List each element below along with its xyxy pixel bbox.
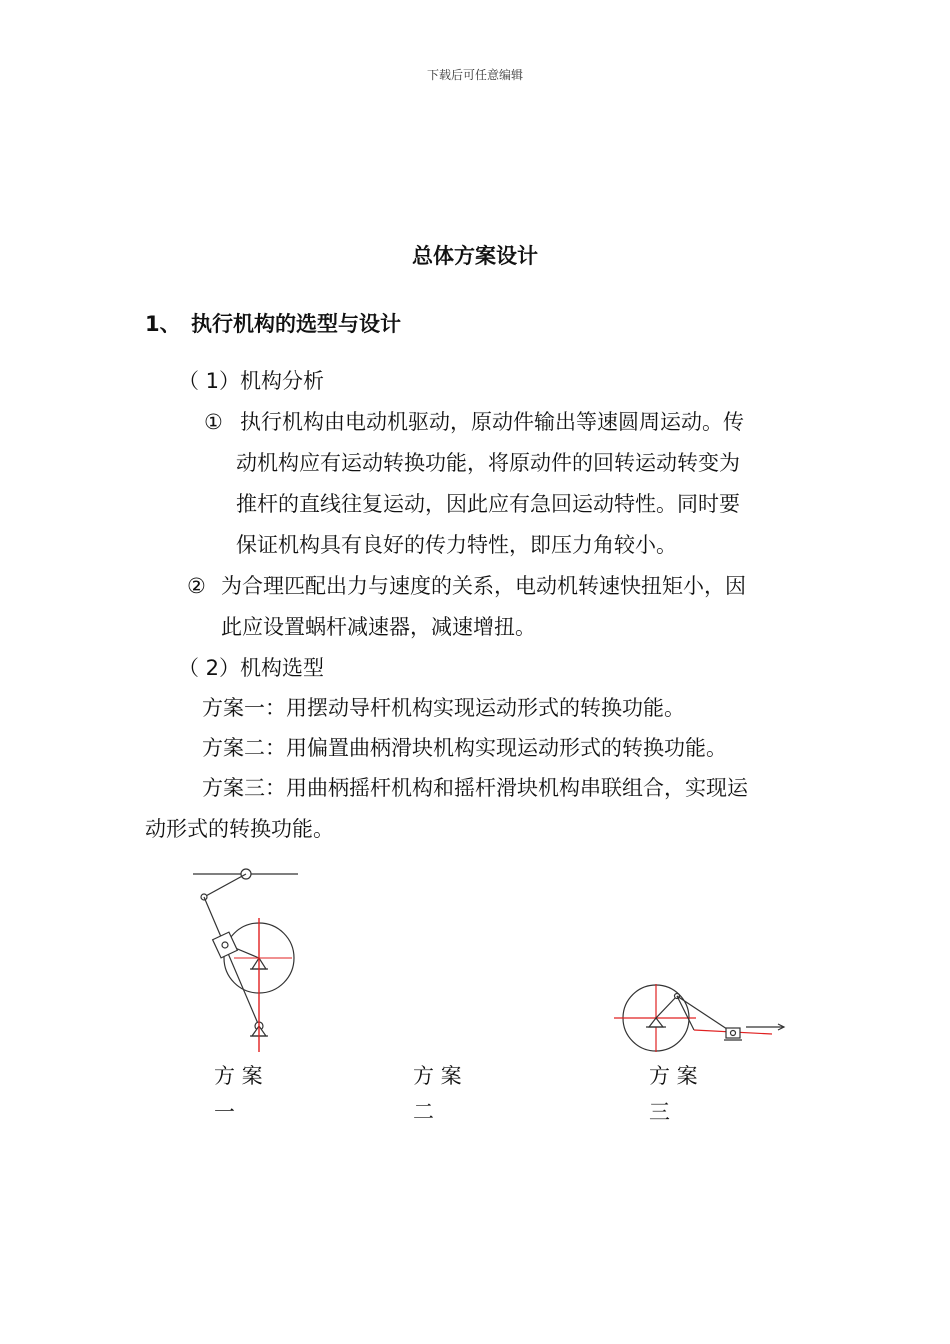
option-1: 方案一：用摆动导杆机构实现运动形式的转换功能。 [202,696,685,720]
section-number: 1、 [145,312,181,336]
caption-2-line-1: 方 案 [413,1064,462,1088]
option-3: 方案三：用曲柄摇杆机构和摇杆滑块机构串联组合，实现运 [202,776,748,800]
option-2: 方案二：用偏置曲柄滑块机构实现运动形式的转换功能。 [202,736,727,760]
scheme-1-diagram [193,869,298,1052]
caption-1-line-1: 方 案 [214,1064,263,1088]
item-2-line-2: 此应设置蜗杆减速器，减速增扭。 [221,615,536,639]
item-1-marker: ① [204,410,223,434]
caption-1-line-2: 一 [214,1100,235,1124]
subheading-selection: （ 2）机构选型 [178,656,325,680]
item-1-line-1: 执行机构由电动机驱动，原动件输出等速圆周运动。传 [240,410,744,434]
option-3-continued: 动形式的转换功能。 [145,817,334,841]
caption-3-line-1: 方 案 [649,1064,698,1088]
item-2-marker: ② [187,574,206,598]
caption-2-line-2: 二 [413,1100,434,1124]
item-1-line-3: 推杆的直线往复运动，因此应有急回运动特性。同时要 [236,492,740,516]
page-header: 下载后可任意编辑 [426,68,523,82]
page-title: 总体方案设计 [412,244,538,268]
item-2-line-1: 为合理匹配出力与速度的关系，电动机转速快扭矩小，因 [221,574,746,598]
item-1-line-2: 动机构应有运动转换功能，将原动件的回转运动转变为 [236,451,740,475]
section-text: 执行机构的选型与设计 [191,312,401,336]
scheme-3-diagram [614,984,784,1052]
item-1-line-4: 保证机构具有良好的传力特性，即压力角较小。 [236,533,677,557]
caption-3-line-2: 三 [649,1100,670,1124]
subheading-analysis: （ 1）机构分析 [178,369,325,393]
